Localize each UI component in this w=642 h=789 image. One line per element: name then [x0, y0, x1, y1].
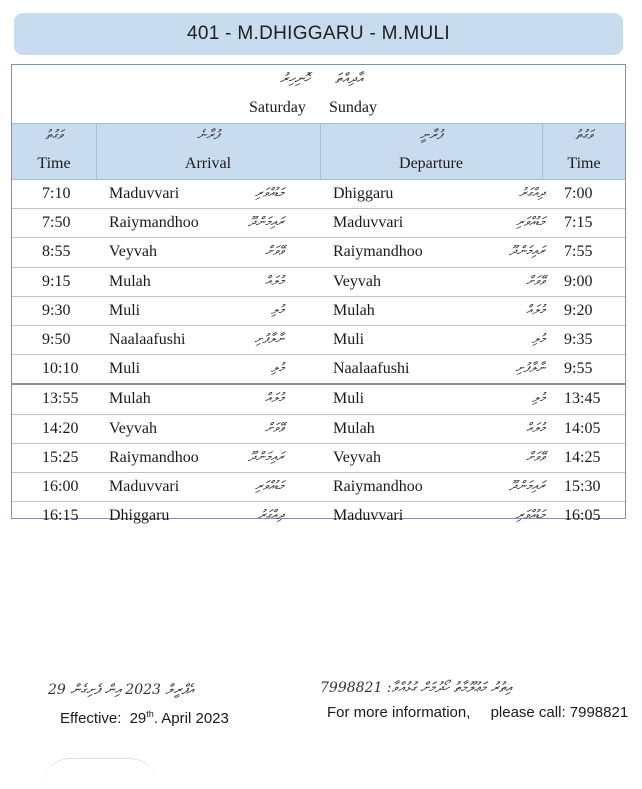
sunday-label: Sunday	[329, 99, 377, 116]
departure-stop: Dhiggaru	[333, 185, 394, 202]
header-time-departure	[542, 124, 626, 179]
arrival-time: 16:15	[42, 507, 79, 525]
header-arrival	[96, 124, 320, 179]
departure-time: 9:20	[564, 301, 593, 319]
arrival-time: 13:55	[42, 390, 79, 408]
departure-stop-dhivehi: މަޑުއްވަރި	[515, 508, 545, 524]
effective-date	[60, 709, 229, 727]
effective-rest: . April 2023	[153, 710, 229, 727]
departure-stop-dhivehi: މުލައް	[526, 302, 545, 318]
arrival-stop: Muli	[109, 360, 141, 378]
table-row	[12, 385, 625, 414]
arrival-stop: Veyvah	[109, 243, 157, 261]
arrival-label: Arrival	[184, 155, 232, 172]
arrival-stop-dhivehi: މުލައް	[265, 273, 284, 289]
arrival-stop-dhivehi: މަޑުއްވަރި	[254, 186, 284, 201]
timetable	[11, 64, 626, 525]
departure-time: 14:05	[564, 419, 601, 437]
departure-stop-dhivehi: ރައިމަންދޫ	[508, 478, 545, 494]
arrival-stop-dhivehi: މުލައް	[265, 391, 284, 407]
arrival-stop-dhivehi: މުލި	[271, 361, 284, 377]
arrival-stop-dhivehi: ވޭވަށް	[264, 420, 284, 436]
departure-stop-dhivehi: ވޭވަށް	[525, 449, 545, 465]
arrival-stop-dhivehi: ވޭވަށް	[264, 244, 284, 260]
table-row	[12, 444, 625, 473]
arrival-time: 7:10	[42, 185, 71, 202]
table-row	[12, 268, 625, 297]
column-header	[12, 123, 625, 180]
departure-stop-dhivehi: މުލި	[532, 331, 545, 347]
route-title: 401 - M.DHIGGARU - M.MULI	[14, 13, 623, 55]
table-row	[12, 297, 625, 326]
arrival-time: 15:25	[42, 448, 79, 466]
arrival-stop: Mulah	[109, 272, 151, 290]
effective-dhivehi: 29 އެޕްރީލް 2023 އިން ފެށިގެން	[48, 682, 194, 698]
table-row	[12, 355, 625, 385]
departure-time: 14:25	[564, 448, 601, 466]
arrival-stop-dhivehi: ރައިމަންދޫ	[247, 215, 284, 231]
departure-time: 7:15	[564, 214, 593, 232]
departure-stop-dhivehi: ރައިމަންދޫ	[508, 244, 545, 260]
arrival-stop-dhivehi: މަޑުއްވަރި	[254, 478, 284, 494]
arrival-stop: Mulah	[109, 390, 151, 408]
departure-stop: Raiymandhoo	[333, 477, 423, 495]
arrival-stop: Dhiggaru	[109, 507, 170, 525]
table-row	[12, 209, 625, 238]
departure-stop-dhivehi: ވޭވަށް	[525, 273, 545, 289]
info-line	[327, 704, 628, 721]
effective-day: 29	[129, 710, 147, 727]
arrival-time: 7:50	[42, 214, 71, 232]
arrival-stop-dhivehi: ދިއްގަރު	[257, 508, 284, 524]
time-label-right: Time	[567, 155, 601, 172]
info-dhivehi: އިތުރު މަޢުލޫމާތު ހޯދުމަށް ގުޅުއްވާ: 7998821	[320, 680, 512, 696]
effective-suffix: th	[146, 709, 154, 719]
arrival-stop-dhivehi: މުލި	[271, 302, 284, 318]
arrival-time: 9:50	[42, 330, 71, 348]
departure-stop: Naalaafushi	[333, 360, 410, 378]
departure-time: 13:45	[564, 390, 601, 408]
departure-time: 7:55	[564, 243, 593, 261]
days-header	[12, 65, 625, 123]
arrival-stop: Veyvah	[109, 419, 157, 437]
arrival-stop: Muli	[109, 301, 141, 319]
departure-stop-dhivehi: މުލި	[532, 391, 545, 407]
departure-stop: Maduvvari	[333, 507, 404, 525]
arrival-stop-dhivehi: ނާލާފުށި	[254, 331, 284, 347]
saturday-label: Saturday	[249, 99, 306, 116]
departure-time: 9:35	[564, 330, 593, 348]
departure-dhivehi: ފުރާނީ	[419, 128, 443, 143]
time-dhivehi-left: ވަގުތު	[45, 128, 63, 143]
time-dhivehi-right: ވަގުތު	[575, 128, 593, 143]
arrival-stop: Raiymandhoo	[109, 214, 199, 232]
arrival-time: 9:30	[42, 301, 71, 319]
departure-stop: Raiymandhoo	[333, 243, 423, 261]
saturday-dhivehi: ހޮނިހިރު	[280, 71, 310, 87]
arrival-time: 8:55	[42, 243, 71, 261]
arrival-time: 14:20	[42, 419, 79, 437]
table-row	[12, 415, 625, 444]
table-row	[12, 326, 625, 355]
arrival-stop: Maduvvari	[109, 477, 180, 495]
effective-label: Effective:	[60, 710, 122, 727]
departure-stop: Muli	[333, 330, 365, 348]
table-row	[12, 473, 625, 502]
table-row	[12, 180, 625, 209]
arrival-stop: Raiymandhoo	[109, 448, 199, 466]
arrival-stop: Maduvvari	[109, 185, 180, 202]
departure-time: 15:30	[564, 477, 601, 495]
departure-stop: Veyvah	[333, 448, 381, 466]
table-row	[12, 502, 625, 530]
arrival-time: 16:00	[42, 477, 79, 495]
departure-time: 16:05	[564, 507, 601, 525]
departure-stop: Mulah	[333, 301, 375, 319]
header-departure	[320, 124, 542, 179]
departure-stop: Muli	[333, 390, 365, 408]
schedule-rows	[12, 180, 625, 530]
departure-stop-dhivehi: މުލައް	[526, 420, 545, 436]
departure-stop: Mulah	[333, 419, 375, 437]
arrival-stop: Naalaafushi	[109, 330, 186, 348]
departure-stop-dhivehi: ދިއްގަރު	[518, 186, 545, 201]
call-label: please call: 7998821	[490, 704, 629, 721]
arrival-stop-dhivehi: ރައިމަންދޫ	[247, 449, 284, 465]
departure-time: 7:00	[564, 185, 593, 202]
table-row	[12, 238, 625, 267]
departure-stop: Maduvvari	[333, 214, 404, 232]
sunday-dhivehi: އާދިއްތަ	[335, 71, 363, 87]
arrival-time: 10:10	[42, 360, 79, 378]
info-label: For more information,	[327, 704, 471, 721]
decorative-swoosh	[40, 758, 160, 789]
departure-time: 9:00	[564, 272, 593, 290]
arrival-time: 9:15	[42, 272, 71, 290]
departure-label: Departure	[399, 155, 463, 172]
departure-stop-dhivehi: ނާލާފުށި	[515, 361, 545, 377]
departure-stop-dhivehi: މަޑުއްވަރި	[515, 215, 545, 231]
departure-time: 9:55	[564, 360, 593, 378]
time-label-left: Time	[37, 155, 71, 172]
header-time-arrival	[12, 124, 96, 179]
departure-stop: Veyvah	[333, 272, 381, 290]
arrival-dhivehi: ފުރާނެ	[196, 128, 220, 143]
